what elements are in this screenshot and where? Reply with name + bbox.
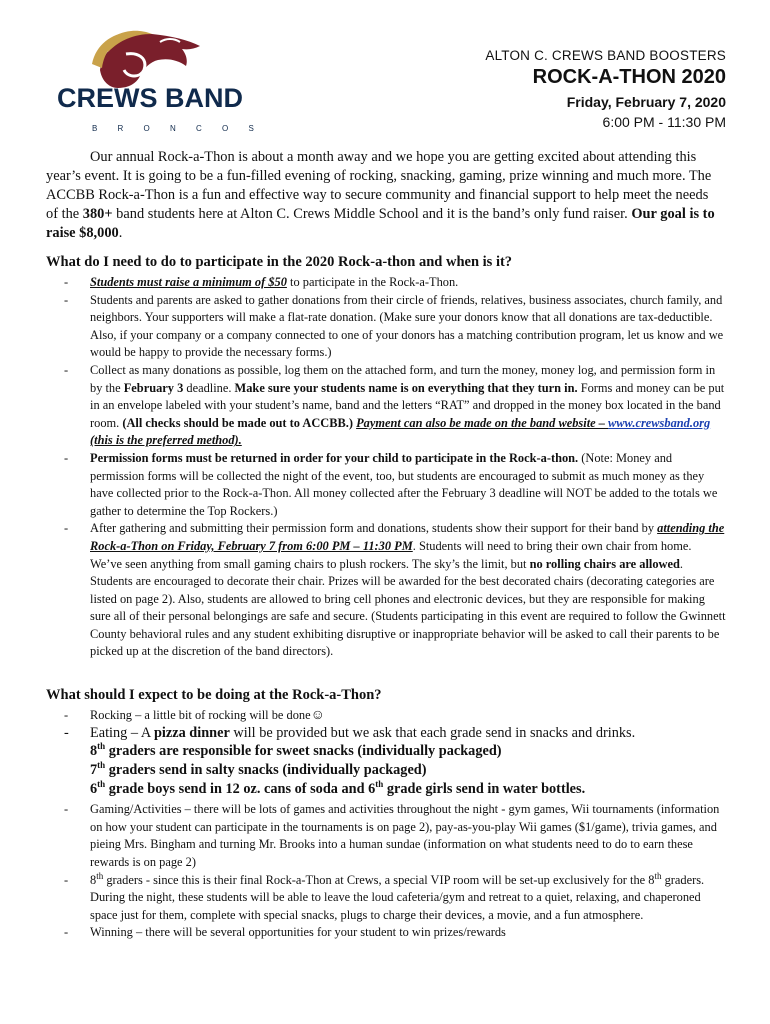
list-item-text: Rocking – a little bit of rocking will be done [90, 708, 311, 722]
section1-heading: What do I need to do to participate in the 2020 Rock-a-thon and when is it? [46, 254, 513, 270]
list-item-text: to participate in the Rock-a-Thon. [286, 275, 459, 289]
org-name: ALTON C. CREWS BAND BOOSTERS [485, 48, 726, 63]
list-item-text: (Note: Money and permission forms will be collected the night of the event, too, but students are encouraged to submit as much money as they have collected prior to the Rock-a-Thon. All money collected after the February 3 deadline will NOT be added to the totals we gather to determine the Top Rockers.) [90, 450, 718, 518]
band-website-link[interactable]: www.crewsband.org [608, 415, 711, 430]
event-date: Friday, February 7, 2020 [566, 94, 726, 110]
intro-end: . [118, 225, 123, 241]
list-item-text: Gaming/Activities – there will be lots of games and activities throughout the night - gym games, Wii tournaments (information on how your student can participate in the tournaments is on page 2), pay-as-you-play Wii games ($1/game), trivia games, and pieing Mrs. Bingham and turning Mr. Brooks into a human sundae (information on what students need to do to earn these rewards is on page 2) [90, 802, 720, 869]
intro-text-1: Our annual Rock-a-Thon is about a month away and we hope you are getting excited about attending this year’s event. It is going to be a fun-filled evening of rocking, snacking, gaming, prize winning and much more. The ACCBB Rock-a-Thon is a fun and effective way to secure community and financial support to help meet the needs of the [46, 149, 712, 222]
list-item-text: will be provided but we ask that each grade send in snacks and drinks. [229, 724, 636, 741]
intro-paragraph [46, 148, 722, 243]
list-item: - Students and parents are asked to gather donations from their circle of friends, relatives, business associates, church family, and neighbors. Your supporters will make a flat-rate donation. (Make sure your donors know that all donations are tax-deductible. Also, if your company or a company connected to one of your donors has a matching contribution program, let us know and we would be happy to provide the necessary forms.) [64, 292, 724, 360]
checks-notice: (All checks should be made out to ACCBB.) [122, 415, 353, 430]
list-item-text: Eating – A [90, 724, 154, 741]
preferred-method: (this is the preferred method). [90, 433, 242, 448]
list-item-text: After gathering and submitting their permission form and donations, students show their support for their band by [90, 521, 658, 536]
permission-notice: Permission forms must be returned in order for your child to participate in the Rock-a-thon. [90, 450, 579, 465]
list-item: - Permission forms must be returned in order for your child to participate in the Rock-a-thon. (Note: Money and permission forms will be collected the night of the event, too, but students are encouraged to submit as much money as they have collected prior to the Rock-a-Thon. All money collected after the February 3 deadline will NOT be added to the totals we gather to determine the Top Rockers.) [64, 450, 718, 518]
list-item: - Winning – there will be several opportunities for your student to win prizes/rewards [64, 925, 506, 940]
list-item-text: Winning – there will be several opportunities for your student to win prizes/rewards [90, 925, 506, 940]
name-notice: Make sure your students name is on everything that they turn in. [234, 380, 578, 395]
crews-band-logo [48, 24, 263, 142]
section2-list [46, 707, 726, 942]
list-item: - Students must raise a minimum of $50 to participate in the Rock-a-Thon. [64, 275, 459, 289]
list-item-text: . Students are encouraged to decorate their chair. Prizes will be awarded for the best decorated chairs (decorating categories are listed on page 2). Also, students are allowed to bring cell phones and electronic devices, but they are responsible for making sure all of their personal belongings are safe and secure. (Students participating in this event are required to follow the Gwinnett County behavioral rules and any student exhibiting disruptive or inappropriate behavior will be asked to call their parents to be picked up at the discretion of the band directors). [90, 556, 726, 659]
list-item: - 8th graders - since this is their final Rock-a-Thon at Crews, a special VIP room will be set-up exclusively for the 8th graders. During the night, these students will be able to leave the loud cafeteria/gym and retreat to a quiet, relaxing, and chaperoned space just for them, complete with special snacks, plugs to charge their devices, a movie, and a fun atmosphere. [64, 870, 705, 922]
list-item-text: Collect as many donations as possible, log them on the attached form, and turn the money, money log, and permission form in by the [90, 362, 716, 395]
event-time: 6:00 PM - 11:30 PM [602, 114, 726, 130]
attendance-notice: attending the Rock-a-Thon on Friday, February 7 from 6:00 PM – 11:30 PM [90, 521, 725, 553]
list-item: - Eating – A pizza dinner will be provided but we ask that each grade send in snacks and drinks. [64, 724, 636, 741]
event-title: ROCK-A-THON 2020 [532, 66, 726, 88]
section2-heading: What should I expect to be doing at the Rock-a-Thon? [46, 687, 382, 703]
list-item: - After gathering and submitting their permission form and donations, students show their support for their band by attending the Rock-a-Thon on Friday, February 7 from 6:00 PM – 11:30 PM. Students will need to bring their own chair from home. We’ve seen anything from small gaming chairs to plush rockers. The sky’s the limit, but no rolling chairs are allowed. Students are encouraged to decorate their chair. Prizes will be awarded for the best decorated chairs (decorating categories are listed on page 2). Also, students are allowed to bring cell phones and electronic devices, but they are responsible for making sure all of their personal belongings are safe and secure. (Students participating in this event are required to follow the Gwinnett County behavioral rules and any student exhibiting disruptive or inappropriate behavior will be asked to call their parents to be picked up at the discretion of the band directors). [64, 521, 726, 659]
intro-text-2: band students here at Alton C. Crews Middle School and it is the band’s only fund raiser. [112, 206, 632, 222]
logo-sub: B R O N C O S [92, 124, 263, 133]
list-item-text: graders - since this is their final Rock-a-Thon at Crews, a special VIP room will be set-up exclusively for the [103, 872, 649, 887]
deadline-date: February 3 [123, 380, 184, 395]
rolling-chairs-notice: no rolling chairs are allowed [529, 556, 680, 571]
pizza-dinner: pizza dinner [153, 724, 230, 741]
list-item-text: . Students will need to bring their own chair from home. We’ve seen anything from small gaming chairs to plush rockers. The sky’s the limit, but [90, 538, 692, 571]
section1-list [46, 274, 726, 661]
snack-7th: 7th graders send in salty snacks (individually packaged) [90, 760, 427, 779]
list-item-text: Forms and money can be put in an envelope labeled with your student’s name, band and the letters “RAT” and dropped in the money box located in the band room. [90, 380, 725, 430]
minimum-requirement: Students must raise a minimum of $50 [90, 275, 287, 289]
snack-8th: 8th graders are responsible for sweet snacks (individually packaged) [90, 741, 502, 760]
student-count: 380+ [82, 206, 113, 222]
payment-notice: Payment can also be made on the band website – [356, 415, 609, 430]
list-item: - Collect as many donations as possible, log them on the attached form, and turn the money, money log, and permission form in by the February 3 deadline. Make sure your students name is on everything that they turn in. Forms and money can be put in an envelope labeled with your student’s name, band and the letters “RAT” and dropped in the money box located in the band room. (All checks should be made out to ACCBB.) Payment can also be made on the band website – www.crewsband.org (this is the preferred method). [64, 362, 725, 448]
smiley-icon: ☺ [310, 708, 325, 723]
bronco-horse-icon [48, 24, 263, 142]
list-item-text: deadline. [183, 380, 235, 395]
logo-name: CREWS BAND [57, 83, 243, 113]
list-item: - Gaming/Activities – there will be lots of games and activities throughout the night - gym games, Wii tournaments (information on how your student can participate in the tournaments is on page 2), pay-as-you-play Wii games ($1/game), trivia games, and pieing Mrs. Bingham and turning Mr. Brooks into a human sundae (information on what students need to do to earn these rewards is on page 2) [64, 802, 720, 869]
list-item: - Rocking – a little bit of rocking will be done☺ [64, 708, 325, 723]
list-item-text: graders. During the night, these students will be able to leave the loud cafeteria/gym and retreat to a quiet, relaxing, and chaperoned space just for them, complete with special snacks, plugs to charge their devices, a movie, and a fun atmosphere. [90, 872, 705, 922]
snack-6th: 6th grade boys send in 12 oz. cans of soda and 6th grade girls send in water bottles. [90, 779, 586, 798]
fundraising-goal: Our goal is to raise $8,000 [46, 206, 715, 241]
list-item-text: Students and parents are asked to gather donations from their circle of friends, relatives, business associates, church family, and neighbors. Your supporters will make a flat-rate donation. (Make sure your donors know that all donations are tax-deductible. Also, if your company or a company connected to one of your donors has a matching contribution program, let us know and we would be happy to provide the necessary forms.) [90, 292, 724, 360]
